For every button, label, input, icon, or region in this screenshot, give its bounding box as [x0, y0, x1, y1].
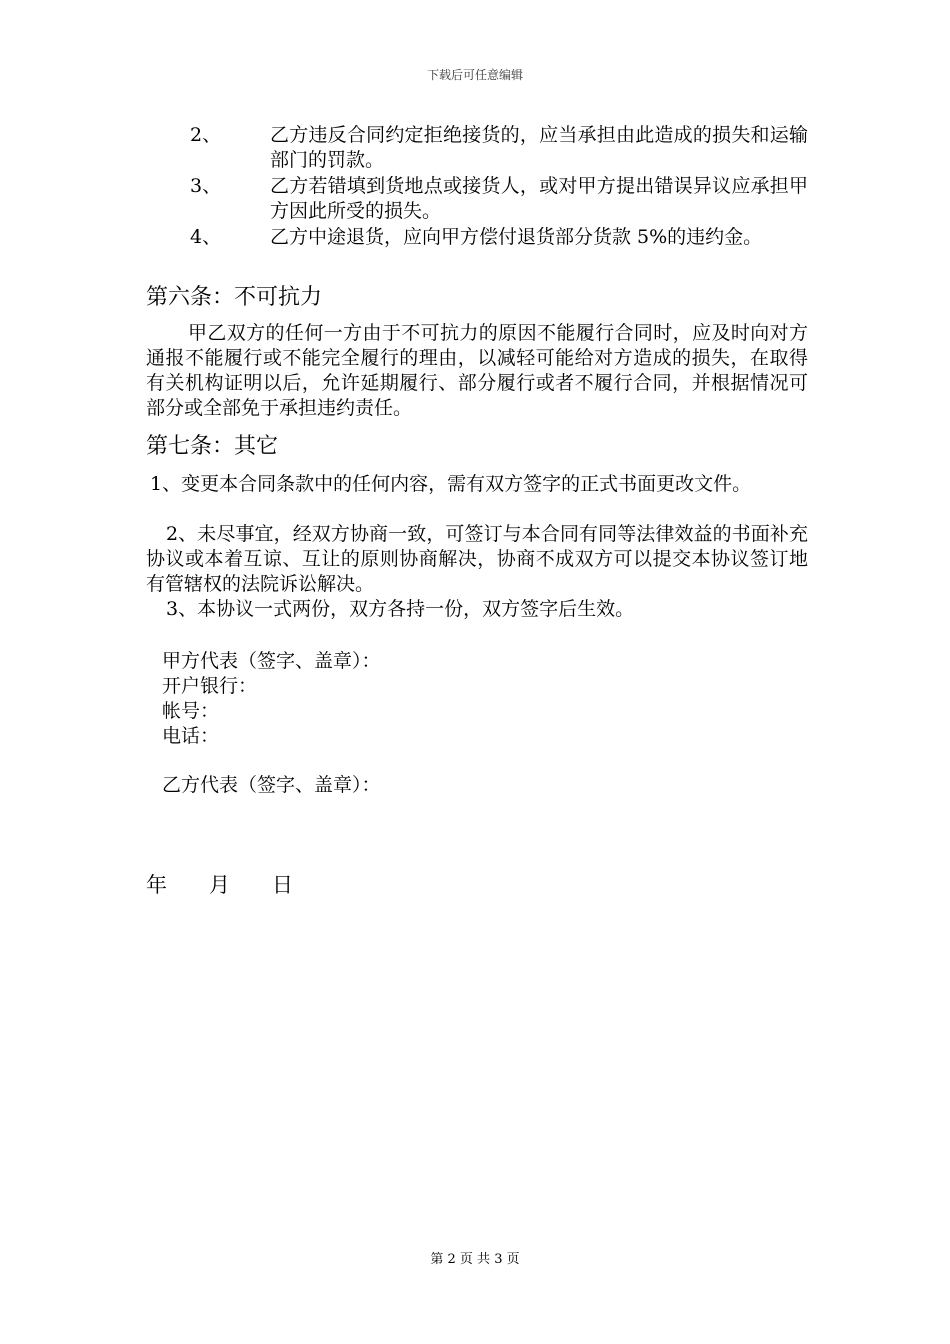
clause-number: 4、 [190, 226, 222, 248]
date-line: 年 月 日 [146, 873, 293, 897]
article-7-title: 第七条：其它 [146, 434, 279, 459]
article-6-body: 甲乙双方的任何一方由于不可抗力的原因不能履行合同时，应及时向对方通报不能履行或不能完全履行的理由，以减轻可能给对方造成的损失，在取得有关机构证明以后，允许延期履行、部分履行或者不履行合同，并根据情况可部分或全部免于承担违约责任。 [146, 322, 808, 419]
clause-text: 乙方违反合同约定拒绝接货的，应当承担由此造成的损失和运输部门的罚款。 [270, 124, 808, 171]
page-header: 下载后可任意编辑 [426, 68, 523, 82]
account-label: 帐号： [162, 700, 220, 722]
page-footer: 第 2 页 共 3 页 [430, 1252, 520, 1267]
article-7-paragraph-3: 3、本协议一式两份，双方各持一份，双方签字后生效。 [166, 598, 635, 620]
bank-label: 开户银行： [162, 675, 258, 697]
clause-text: 乙方中途退货，应向甲方偿付退货部分货款 5%的违约金。 [270, 226, 763, 248]
article-6-title: 第六条：不可抗力 [146, 285, 323, 310]
party-a-signature-label: 甲方代表（签字、盖章）： [162, 650, 381, 672]
phone-label: 电话： [162, 725, 220, 747]
clause-number: 3、 [190, 175, 222, 197]
clause-text: 乙方若错填到货地点或接货人，或对甲方提出错误异议应承担甲方因此所受的损失。 [270, 175, 808, 222]
party-b-signature-label: 乙方代表（签字、盖章）： [162, 774, 381, 796]
article-7-paragraph-1: 1、变更本合同条款中的任何内容，需有双方签字的正式书面更改文件。 [150, 473, 752, 495]
clause-number: 2、 [190, 124, 222, 146]
article-7-paragraph-2: 2、未尽事宜，经双方协商一致，可签订与本合同有同等法律效益的书面补充协议或本着互谅、互让的原则协商解决，协商不成双方可以提交本协议签订地有管辖权的法院诉讼解决。 [146, 523, 808, 595]
